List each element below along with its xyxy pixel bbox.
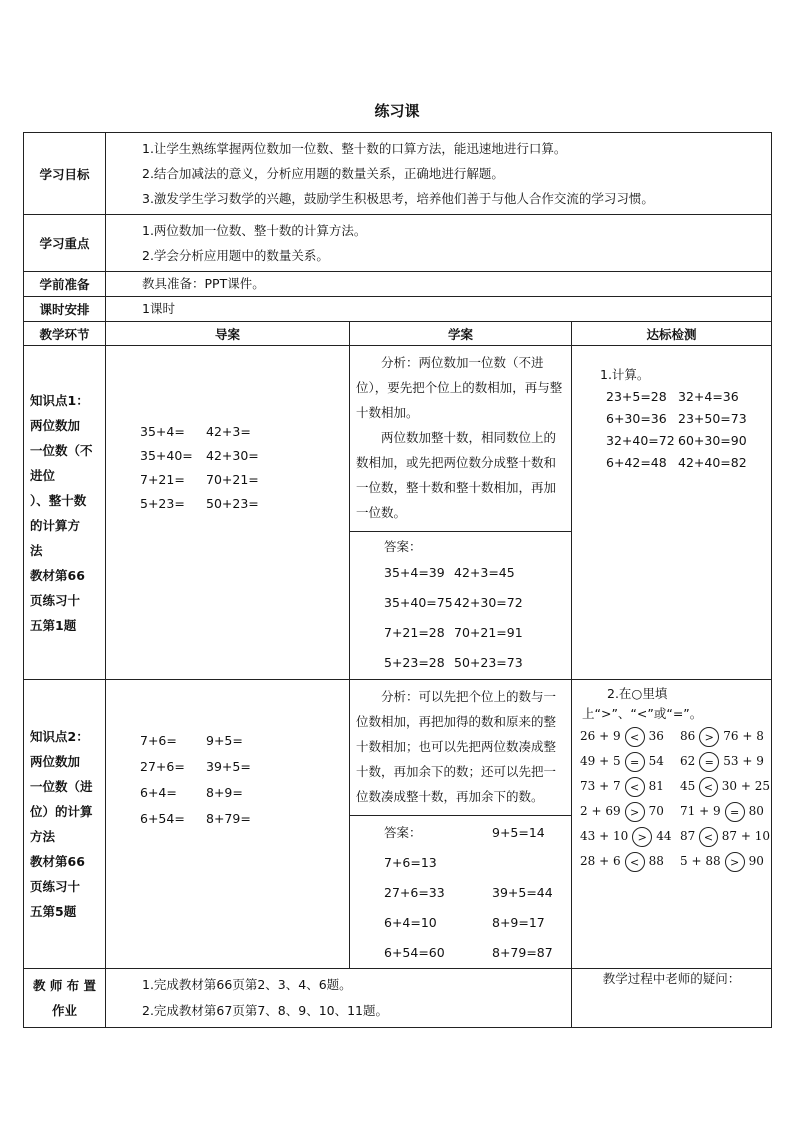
compare-right: 90 xyxy=(748,854,764,868)
exercise-item: 9+5= xyxy=(206,733,243,748)
kp1-label-line: 一位数（不 xyxy=(30,442,93,458)
calc-item: 42+40=82 xyxy=(678,455,747,470)
kp1-study xyxy=(350,346,572,680)
kp2-answer-grid xyxy=(384,818,571,968)
compare-item xyxy=(680,774,770,799)
kp1-label-line: ）、整十数 xyxy=(30,492,87,508)
exercise-item: 5+23= xyxy=(140,496,185,511)
homework-row xyxy=(24,969,772,1028)
compare-sign-circle: > xyxy=(699,727,719,747)
compare-sign-circle: = xyxy=(699,752,719,772)
answer-item: 6+4=10 xyxy=(384,915,437,930)
compare-right: 88 xyxy=(648,854,664,868)
kp2-row xyxy=(24,680,772,969)
answer-label: 答案： xyxy=(384,539,422,554)
compare-left: 5 + 88 xyxy=(680,854,721,868)
compare-grid xyxy=(572,724,771,874)
exercise-item: 7+6= xyxy=(140,733,177,748)
calc-item: 6+30=36 xyxy=(606,411,667,426)
calc-item: 32+4=36 xyxy=(678,389,739,404)
kp2-guide xyxy=(106,680,350,969)
exercise-item: 27+6= xyxy=(140,759,185,774)
time-row xyxy=(24,297,772,322)
check-title: 2.在○里填上“>”、“<”或“=”。 xyxy=(582,686,703,721)
kp1-row xyxy=(24,346,772,680)
kp1-check xyxy=(572,346,772,680)
time-label: 课时安排 xyxy=(24,297,106,322)
compare-right: 53 + 9 xyxy=(723,754,764,768)
compare-sign-circle: < xyxy=(699,777,717,797)
compare-left: 73 + 7 xyxy=(580,779,621,793)
compare-item xyxy=(580,799,680,824)
compare-sign-circle: > xyxy=(725,852,745,872)
kp2-analysis: 分析：可以先把个位上的数与一位数相加，再把加得的数和原来的整十数相加；也可以先把两位数凑成整十数，再加余下的数；还可以先把一位数凑成整十数，再加余下的数。 xyxy=(356,689,557,804)
compare-item xyxy=(580,824,680,849)
kp1-label-line: 进位 xyxy=(30,467,56,483)
answer-item: 39+5=44 xyxy=(492,885,553,900)
kp1-label-line: 知识点1： xyxy=(30,392,89,408)
compare-left: 87 xyxy=(680,829,696,843)
exercise-item: 39+5= xyxy=(206,759,251,774)
homework-label xyxy=(24,969,106,1028)
exercise-item: 42+3= xyxy=(206,424,251,439)
kp1-label xyxy=(24,346,106,680)
compare-item xyxy=(680,799,770,824)
prep-row xyxy=(24,272,772,297)
compare-right: 30 + 25 xyxy=(721,779,770,793)
compare-item xyxy=(580,774,680,799)
compare-left: 62 xyxy=(680,754,696,768)
answer-item: 35+40=75 xyxy=(384,595,453,610)
answer-item: 8+9=17 xyxy=(492,915,545,930)
kp2-label-line: 五第5题 xyxy=(30,904,77,919)
calc-item: 60+30=90 xyxy=(678,433,747,448)
compare-left: 49 + 5 xyxy=(580,754,621,768)
compare-left: 28 + 6 xyxy=(580,854,621,868)
answer-item: 42+3=45 xyxy=(454,565,515,580)
kp2-study xyxy=(350,680,572,969)
calc-item: 23+50=73 xyxy=(678,411,747,426)
objective-item: 3.激发学生学习数学的兴趣，鼓励学生积极思考，培养他们善于与他人合作交流的学习习惯。 xyxy=(142,191,654,206)
compare-left: 26 + 9 xyxy=(580,729,621,743)
calc-item: 32+40=72 xyxy=(606,433,675,448)
compare-sign-circle: < xyxy=(625,727,645,747)
compare-right: 54 xyxy=(648,754,664,768)
compare-item xyxy=(580,724,680,749)
kp2-answers xyxy=(350,815,571,968)
kp1-label-line: 的计算方 xyxy=(30,517,81,533)
compare-sign-circle: > xyxy=(625,802,645,822)
homework-content xyxy=(106,969,572,1028)
answer-item: 6+54=60 xyxy=(384,945,445,960)
kp1-label-line: 五第1题 xyxy=(30,617,77,633)
calc-item: 23+5=28 xyxy=(606,389,667,404)
compare-left: 86 xyxy=(680,729,696,743)
answer-item: 7+21=28 xyxy=(384,625,445,640)
objectives-row xyxy=(24,133,772,215)
exercise-item: 50+23= xyxy=(206,496,259,511)
page-title: 练习课 xyxy=(374,102,420,120)
kp2-label-line: 页练习十 xyxy=(30,879,81,894)
header-section: 教学环节 xyxy=(24,322,106,346)
header-guide: 导案 xyxy=(106,322,350,346)
analysis-paragraph: 两位数加整十数，相同数位上的数相加，或先把两位数分成整十数和一位数，整十数和整十数相加，再加一位数。 xyxy=(356,430,557,520)
answer-item: 9+5=14 xyxy=(492,825,545,840)
homework-item: 2.完成教材第67页第7、8、9、10、11题。 xyxy=(142,1003,389,1018)
exercise-item: 6+4= xyxy=(140,785,177,800)
focus-content xyxy=(106,215,772,272)
kp2-label-line: 位）的计算 xyxy=(30,804,93,819)
kp1-label-line: 两位数加 xyxy=(30,417,81,433)
compare-item xyxy=(680,824,770,849)
kp1-label-line: 教材第66 xyxy=(30,567,85,583)
compare-sign-circle: < xyxy=(625,777,645,797)
answer-item: 70+21=91 xyxy=(454,625,523,640)
exercise-item: 35+4= xyxy=(140,424,185,439)
exercise-item: 7+21= xyxy=(140,472,185,487)
compare-left: 45 xyxy=(680,779,696,793)
header-study: 学案 xyxy=(350,322,572,346)
kp2-check xyxy=(572,680,772,969)
kp1-answers xyxy=(350,531,571,678)
exercise-item: 35+40= xyxy=(140,448,193,463)
compare-right: 80 xyxy=(748,804,764,818)
header-row xyxy=(24,322,772,346)
lesson-plan-table xyxy=(23,132,772,1028)
check-title: 1.计算。 xyxy=(600,367,650,382)
prep-label: 学前准备 xyxy=(24,272,106,297)
kp2-label-line: 教材第66 xyxy=(30,854,85,869)
compare-item xyxy=(580,749,680,774)
answer-item: 8+79=87 xyxy=(492,945,553,960)
kp2-label-line: 两位数加 xyxy=(30,754,81,769)
objectives-content xyxy=(106,133,772,215)
answer-value: 7+6=13 xyxy=(384,855,437,870)
homework-label-line: 教 师 布 置 xyxy=(32,978,97,993)
kp1-analysis xyxy=(350,346,571,531)
exercise-item: 42+30= xyxy=(206,448,259,463)
kp2-label-line: 方法 xyxy=(30,829,56,844)
answer-item: 42+30=72 xyxy=(454,595,523,610)
kp1-exercise-grid xyxy=(106,420,349,516)
compare-sign-circle: < xyxy=(625,852,645,872)
kp1-guide xyxy=(106,346,350,680)
kp2-exercise-grid xyxy=(106,728,349,832)
kp2-label-line: 一位数（进 xyxy=(30,779,93,794)
objective-item: 2.结合加减法的意义，分析应用题的数量关系，正确地进行解题。 xyxy=(142,166,504,181)
compare-sign-circle: > xyxy=(632,827,652,847)
teacher-doubt: 教学过程中老师的疑问： xyxy=(572,969,772,1028)
calc-item: 6+42=48 xyxy=(606,455,667,470)
compare-left: 43 + 10 xyxy=(580,829,629,843)
prep-value: 教具准备：PPT课件。 xyxy=(106,272,772,297)
compare-item xyxy=(680,849,770,874)
homework-label-line: 作业 xyxy=(51,1003,77,1018)
objective-item: 1.让学生熟练掌握两位数加一位数、整十数的口算方法，能迅速地进行口算。 xyxy=(142,141,567,156)
kp1-calc xyxy=(572,346,771,474)
focus-label: 学习重点 xyxy=(24,215,106,272)
answer-item: 50+23=73 xyxy=(454,655,523,670)
analysis-paragraph: 分析：两位数加一位数（不进位），要先把个位上的数相加，再与整十数相加。 xyxy=(356,355,563,420)
compare-right: 70 xyxy=(648,804,664,818)
compare-right: 81 xyxy=(648,779,664,793)
compare-right: 76 + 8 xyxy=(723,729,764,743)
kp1-label-line: 页练习十 xyxy=(30,592,81,608)
compare-left: 2 + 69 xyxy=(580,804,621,818)
kp2-label xyxy=(24,680,106,969)
answer-item: 27+6=33 xyxy=(384,885,445,900)
compare-right: 87 + 10 xyxy=(721,829,770,843)
compare-sign-circle: < xyxy=(699,827,717,847)
answer-label: 答案： xyxy=(384,825,422,840)
compare-item xyxy=(680,724,770,749)
answer-item xyxy=(384,818,464,878)
kp2-label-line: 知识点2： xyxy=(30,729,89,744)
kp1-answer-grid xyxy=(384,558,571,678)
compare-right: 44 xyxy=(656,829,672,843)
exercise-item: 70+21= xyxy=(206,472,259,487)
exercise-item: 8+79= xyxy=(206,811,251,826)
answer-item: 5+23=28 xyxy=(384,655,445,670)
compare-sign-circle: = xyxy=(625,752,645,772)
focus-row xyxy=(24,215,772,272)
exercise-item: 8+9= xyxy=(206,785,243,800)
kp1-label-line: 法 xyxy=(30,542,43,558)
compare-item xyxy=(680,749,770,774)
focus-item: 1.两位数加一位数、整十数的计算方法。 xyxy=(142,223,367,238)
exercise-item: 6+54= xyxy=(140,811,185,826)
compare-sign-circle: = xyxy=(725,802,745,822)
compare-item xyxy=(580,849,680,874)
compare-left: 71 + 9 xyxy=(680,804,721,818)
kp1-calc-grid xyxy=(600,386,771,474)
compare-right: 36 xyxy=(648,729,664,743)
homework-item: 1.完成教材第66页第2、3、4、6题。 xyxy=(142,977,352,992)
focus-item: 2.学会分析应用题中的数量关系。 xyxy=(142,248,329,263)
objectives-label: 学习目标 xyxy=(24,133,106,215)
time-value: 1课时 xyxy=(106,297,772,322)
answer-item: 35+4=39 xyxy=(384,565,445,580)
header-check: 达标检测 xyxy=(572,322,772,346)
